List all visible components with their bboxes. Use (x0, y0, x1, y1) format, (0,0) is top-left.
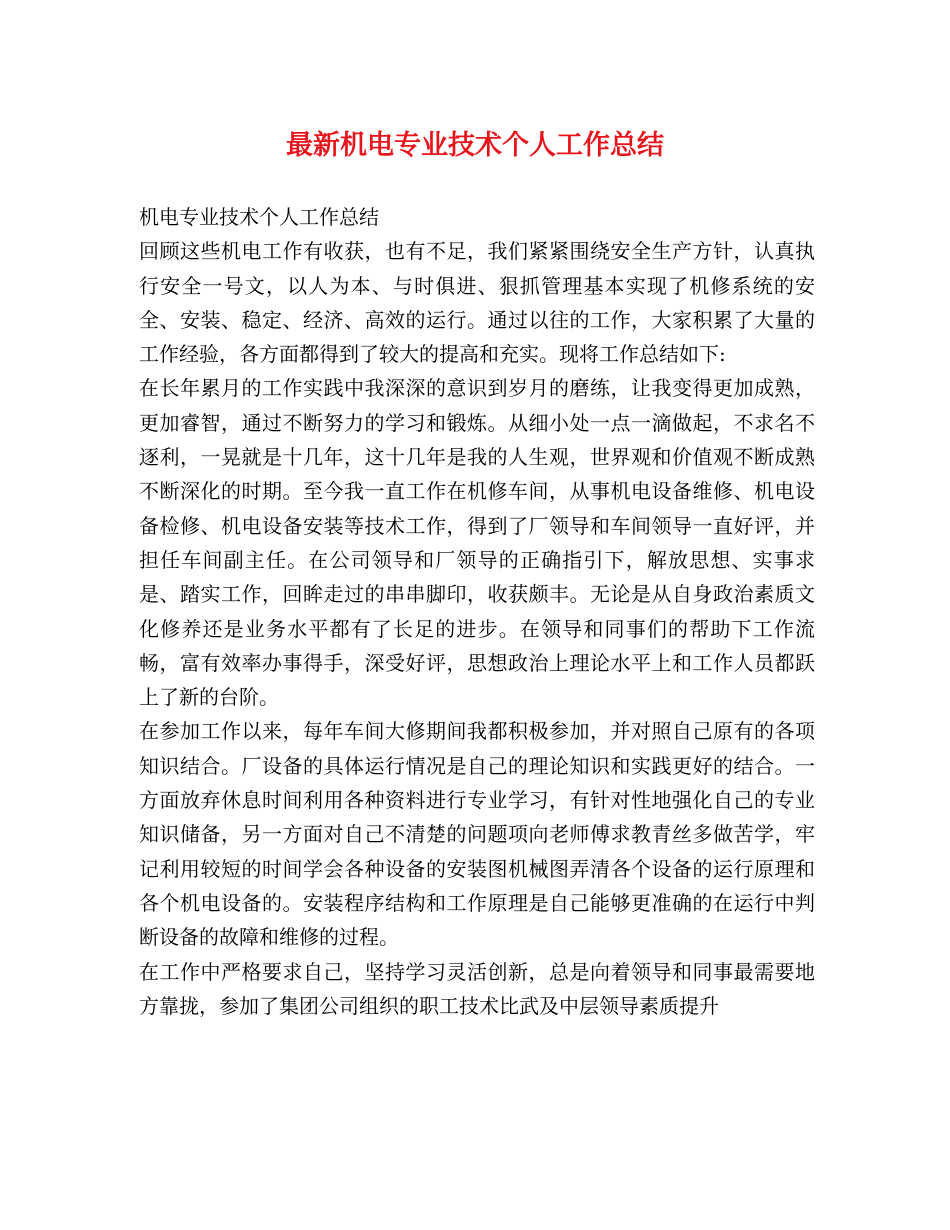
body-paragraph-experience: 在长年累月的工作实践中我深深的意识到岁月的磨练，让我变得更加成熟，更加睿智，通过不断努力的学习和锻炼。从细小处一点一滴做起，不求名不逐利，一晃就是十几年，这十几年是我的人生观，世界观和价值观不断成熟不断深化的时期。至今我一直工作在机修车间，从事机电设备维修、机电设备检修、机电设备安装等技术工作，得到了厂领导和车间领导一直好评，并担任车间副主任。在公司领导和厂领导的正确指引下，解放思想、实事求是、踏实工作，回眸走过的串串脚印，收获颇丰。无论是从自身政治素质文化修养还是业务水平都有了长足的进步。在领导和同事们的帮助下工作流畅，富有效率办事得手，深受好评，思想政治上理论水平上和工作人员都跃上了新的台阶。 (139, 376, 815, 710)
body-paragraph-study: 在参加工作以来，每年车间大修期间我都积极参加，并对照自己原有的各项知识结合。厂设备的具体运行情况是自己的理论知识和实践更好的结合。一方面放弃休息时间利用各种资料进行专业学习，有针对性地强化自己的专业知识储备，另一方面对自己不清楚的问题项向老师傅求教青丝多做苦学，牢记利用较短的时间学会各种设备的安装图机械图弄清各个设备的运行原理和各个机电设备的。安装程序结构和工作原理是自己能够更准确的在运行中判断设备的故障和维修的过程。 (139, 719, 815, 950)
document-title: 最新机电专业技术个人工作总结 (286, 130, 664, 161)
body-paragraph-requirements: 在工作中严格要求自己，坚持学习灵活创新，总是向着领导和同事最需要地方靠拢，参加了集团公司组织的职工技术比武及中层领导素质提升 (139, 959, 815, 1018)
document-body (139, 200, 815, 1023)
body-subtitle: 机电专业技术个人工作总结 (139, 205, 379, 229)
body-paragraph-intro: 回顾这些机电工作有收获，也有不足，我们紧紧围绕安全生产方针，认真执行安全一号文，以人为本、与时俱进、狠抓管理基本实现了机修系统的安全、安装、稳定、经济、高效的运行。通过以往的工作，大家积累了大量的工作经验，各方面都得到了较大的提高和充实。现将工作总结如下: (139, 239, 815, 367)
